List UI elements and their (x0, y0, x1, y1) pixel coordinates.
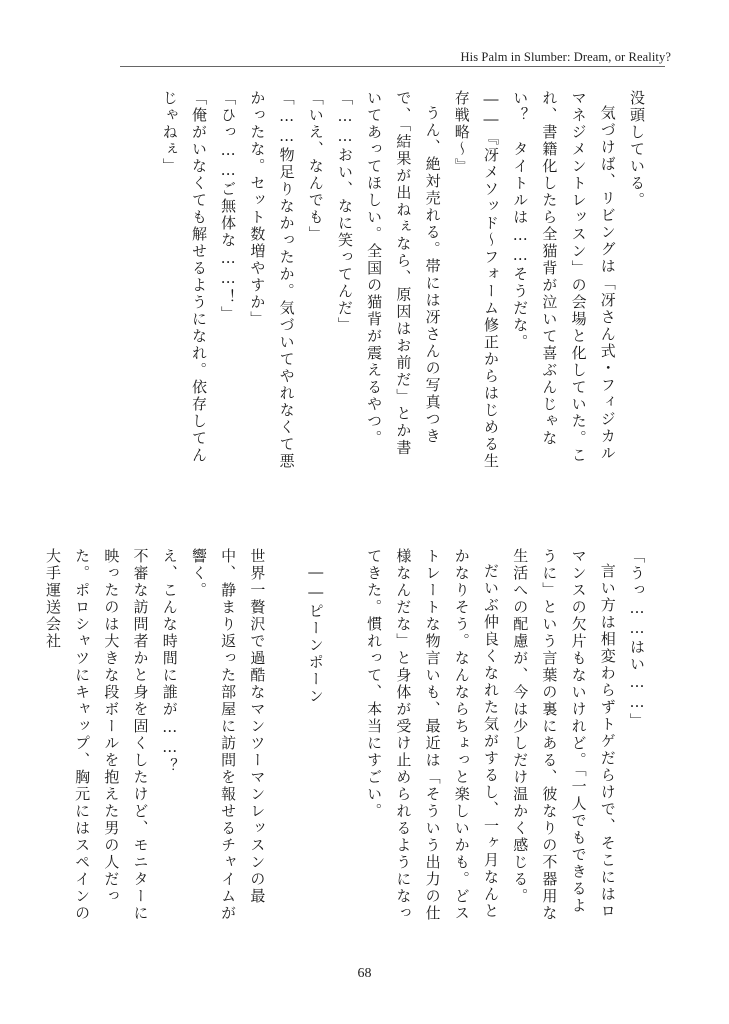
paragraph: 言い方は相変わらずトゲだらけで、そこにはロマンスの欠片もないけれど。「一人でもできるように」という言葉の裏にある、彼なりの不器用な生活への配慮が、今は少しだけ温かく感じる。 (511, 548, 617, 922)
paragraph: だいぶ仲良くなれた気がするし、一ヶ月なんとかなりそう。なんならちょっと楽しいかも。どストレートな物言いも、最近は「そういう出力の仕様なんだな」と身体が受け止められるようになってきた。慣れって、本当にすごい。 (365, 548, 500, 922)
paragraph: え、こんな時間に誰が……？ (160, 548, 179, 775)
paragraph: ――『冴メソッド～フォーム修正からはじめる生存戦略～』 (452, 90, 500, 470)
dialogue-line: 「俺がいなくても解せるようになれ。依存してんじゃねぇ」 (160, 90, 208, 464)
bottom-text-block (43, 548, 651, 928)
dialogue-line: 「ひっ……ご無体な……！」 (219, 90, 238, 323)
blank-line (330, 548, 359, 928)
blank-line (271, 548, 300, 928)
paragraph: 世界一贅沢で過酷なマンツーマンレッスンの最中、静まり返った部屋に訪問を報せるチャイムが響く。 (189, 548, 267, 922)
header-rule (120, 66, 665, 67)
running-header: His Palm in Slumber: Dream, or Reality? (460, 50, 671, 64)
paragraph: 没頭している。 (628, 90, 646, 209)
dialogue-line: 「うっ……はい……」 (628, 548, 646, 730)
sound-effect-line: ――ピーンポーン (306, 563, 325, 705)
paragraph: 不審な訪問者かと身を固くしたけど、モニターに映ったのは大きな段ボールを抱えた男の人だった。ポロシャツにキャップ、胸元にはスペインの大手運送会社 (43, 548, 150, 922)
dialogue-line: 「……物足りなかったか。気づいてやれなくて悪かったな。セット数増やすか」 (248, 90, 296, 470)
dialogue-line: 「いえ、なんでも」 (306, 90, 325, 243)
dialogue-line: 「……おい、なに笑ってんだ」 (335, 90, 354, 334)
page-number: 68 (357, 966, 372, 981)
paragraph: 気づけば、リビングは「冴さん式・フィジカルマネジメントレッスン」の会場と化していた。これ、書籍化したら全猫背が泣いて喜ぶんじゃない？ タイトルは……そうだな。 (511, 90, 617, 464)
paragraph: うん、絶対売れる。帯には冴さんの写真つきで、「結果が出ねぇなら、原因はお前だ」とか書いてあってほしい。全国の猫背が震えるやつ。 (365, 90, 442, 457)
top-text-block (103, 90, 651, 470)
